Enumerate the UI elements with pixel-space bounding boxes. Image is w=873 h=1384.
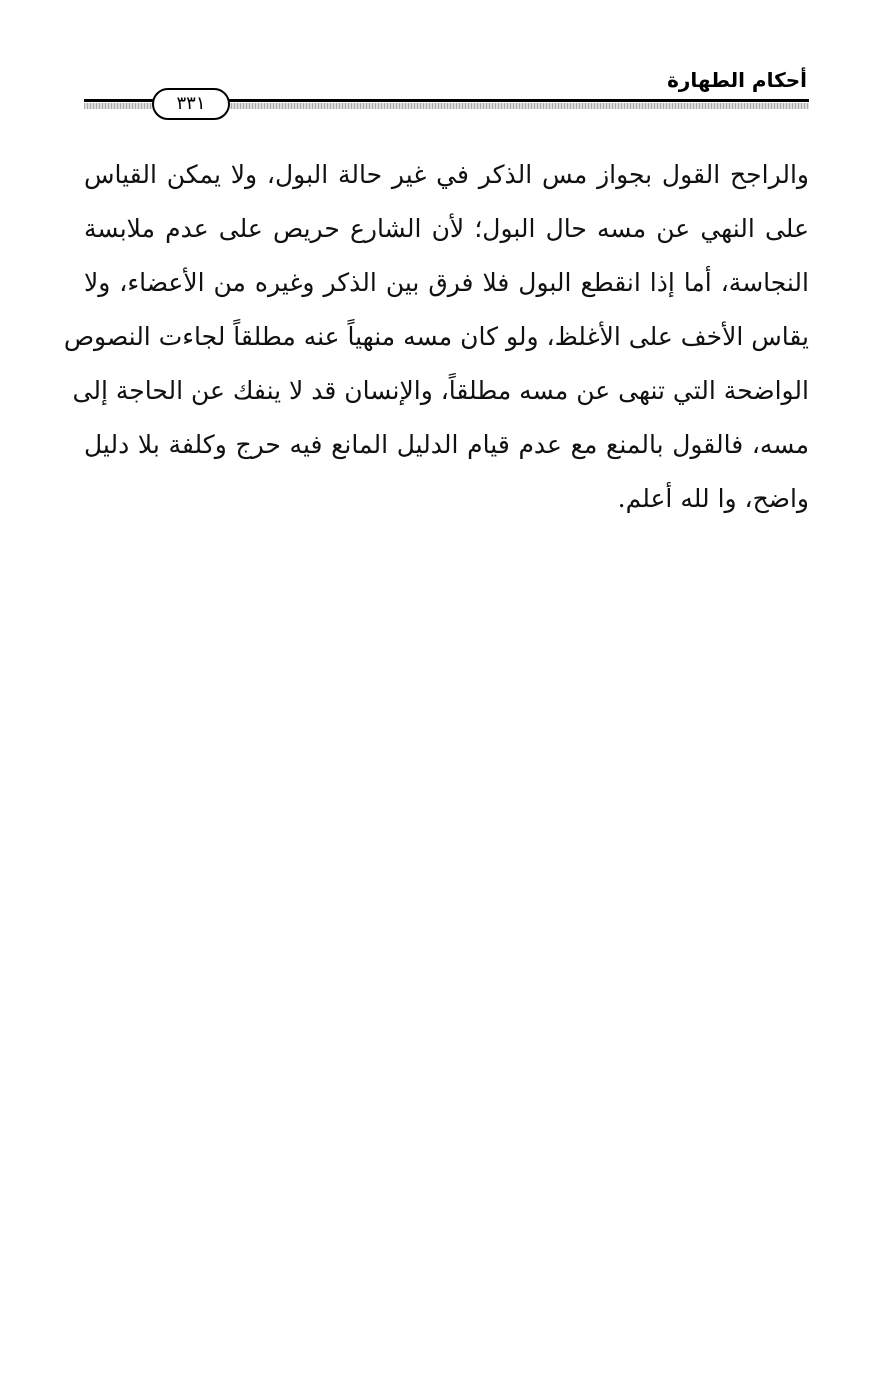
body-text: [63, 148, 809, 526]
text-line: مسه، فالقول بالمنع مع عدم قيام الدليل المانع فيه حرج وكلفة بلا دليل: [84, 430, 809, 459]
text-line: والراجح القول بجواز مس الذكر في غير حالة البول، ولا يمكن القياس: [84, 160, 809, 189]
page-number: ٣٣١: [152, 88, 230, 120]
text-line: يقاس الأخف على الأغلظ، ولو كان مسه منهياً عنه مطلقاً لجاءت النصوص: [63, 322, 809, 351]
text-line: الواضحة التي تنهى عن مسه مطلقاً، والإنسان قد لا ينفك عن الحاجة إلى: [72, 376, 809, 405]
text-line: واضح، وا لله أعلم.: [617, 484, 809, 513]
page-header: [84, 62, 809, 122]
text-line: على النهي عن مسه حال البول؛ لأن الشارع حريص على عدم ملابسة: [84, 214, 809, 243]
text-line: النجاسة، أما إذا انقطع البول فلا فرق بين الذكر وغيره من الأعضاء، ولا: [84, 268, 809, 297]
running-title: أحكام الطهارة: [667, 68, 807, 92]
